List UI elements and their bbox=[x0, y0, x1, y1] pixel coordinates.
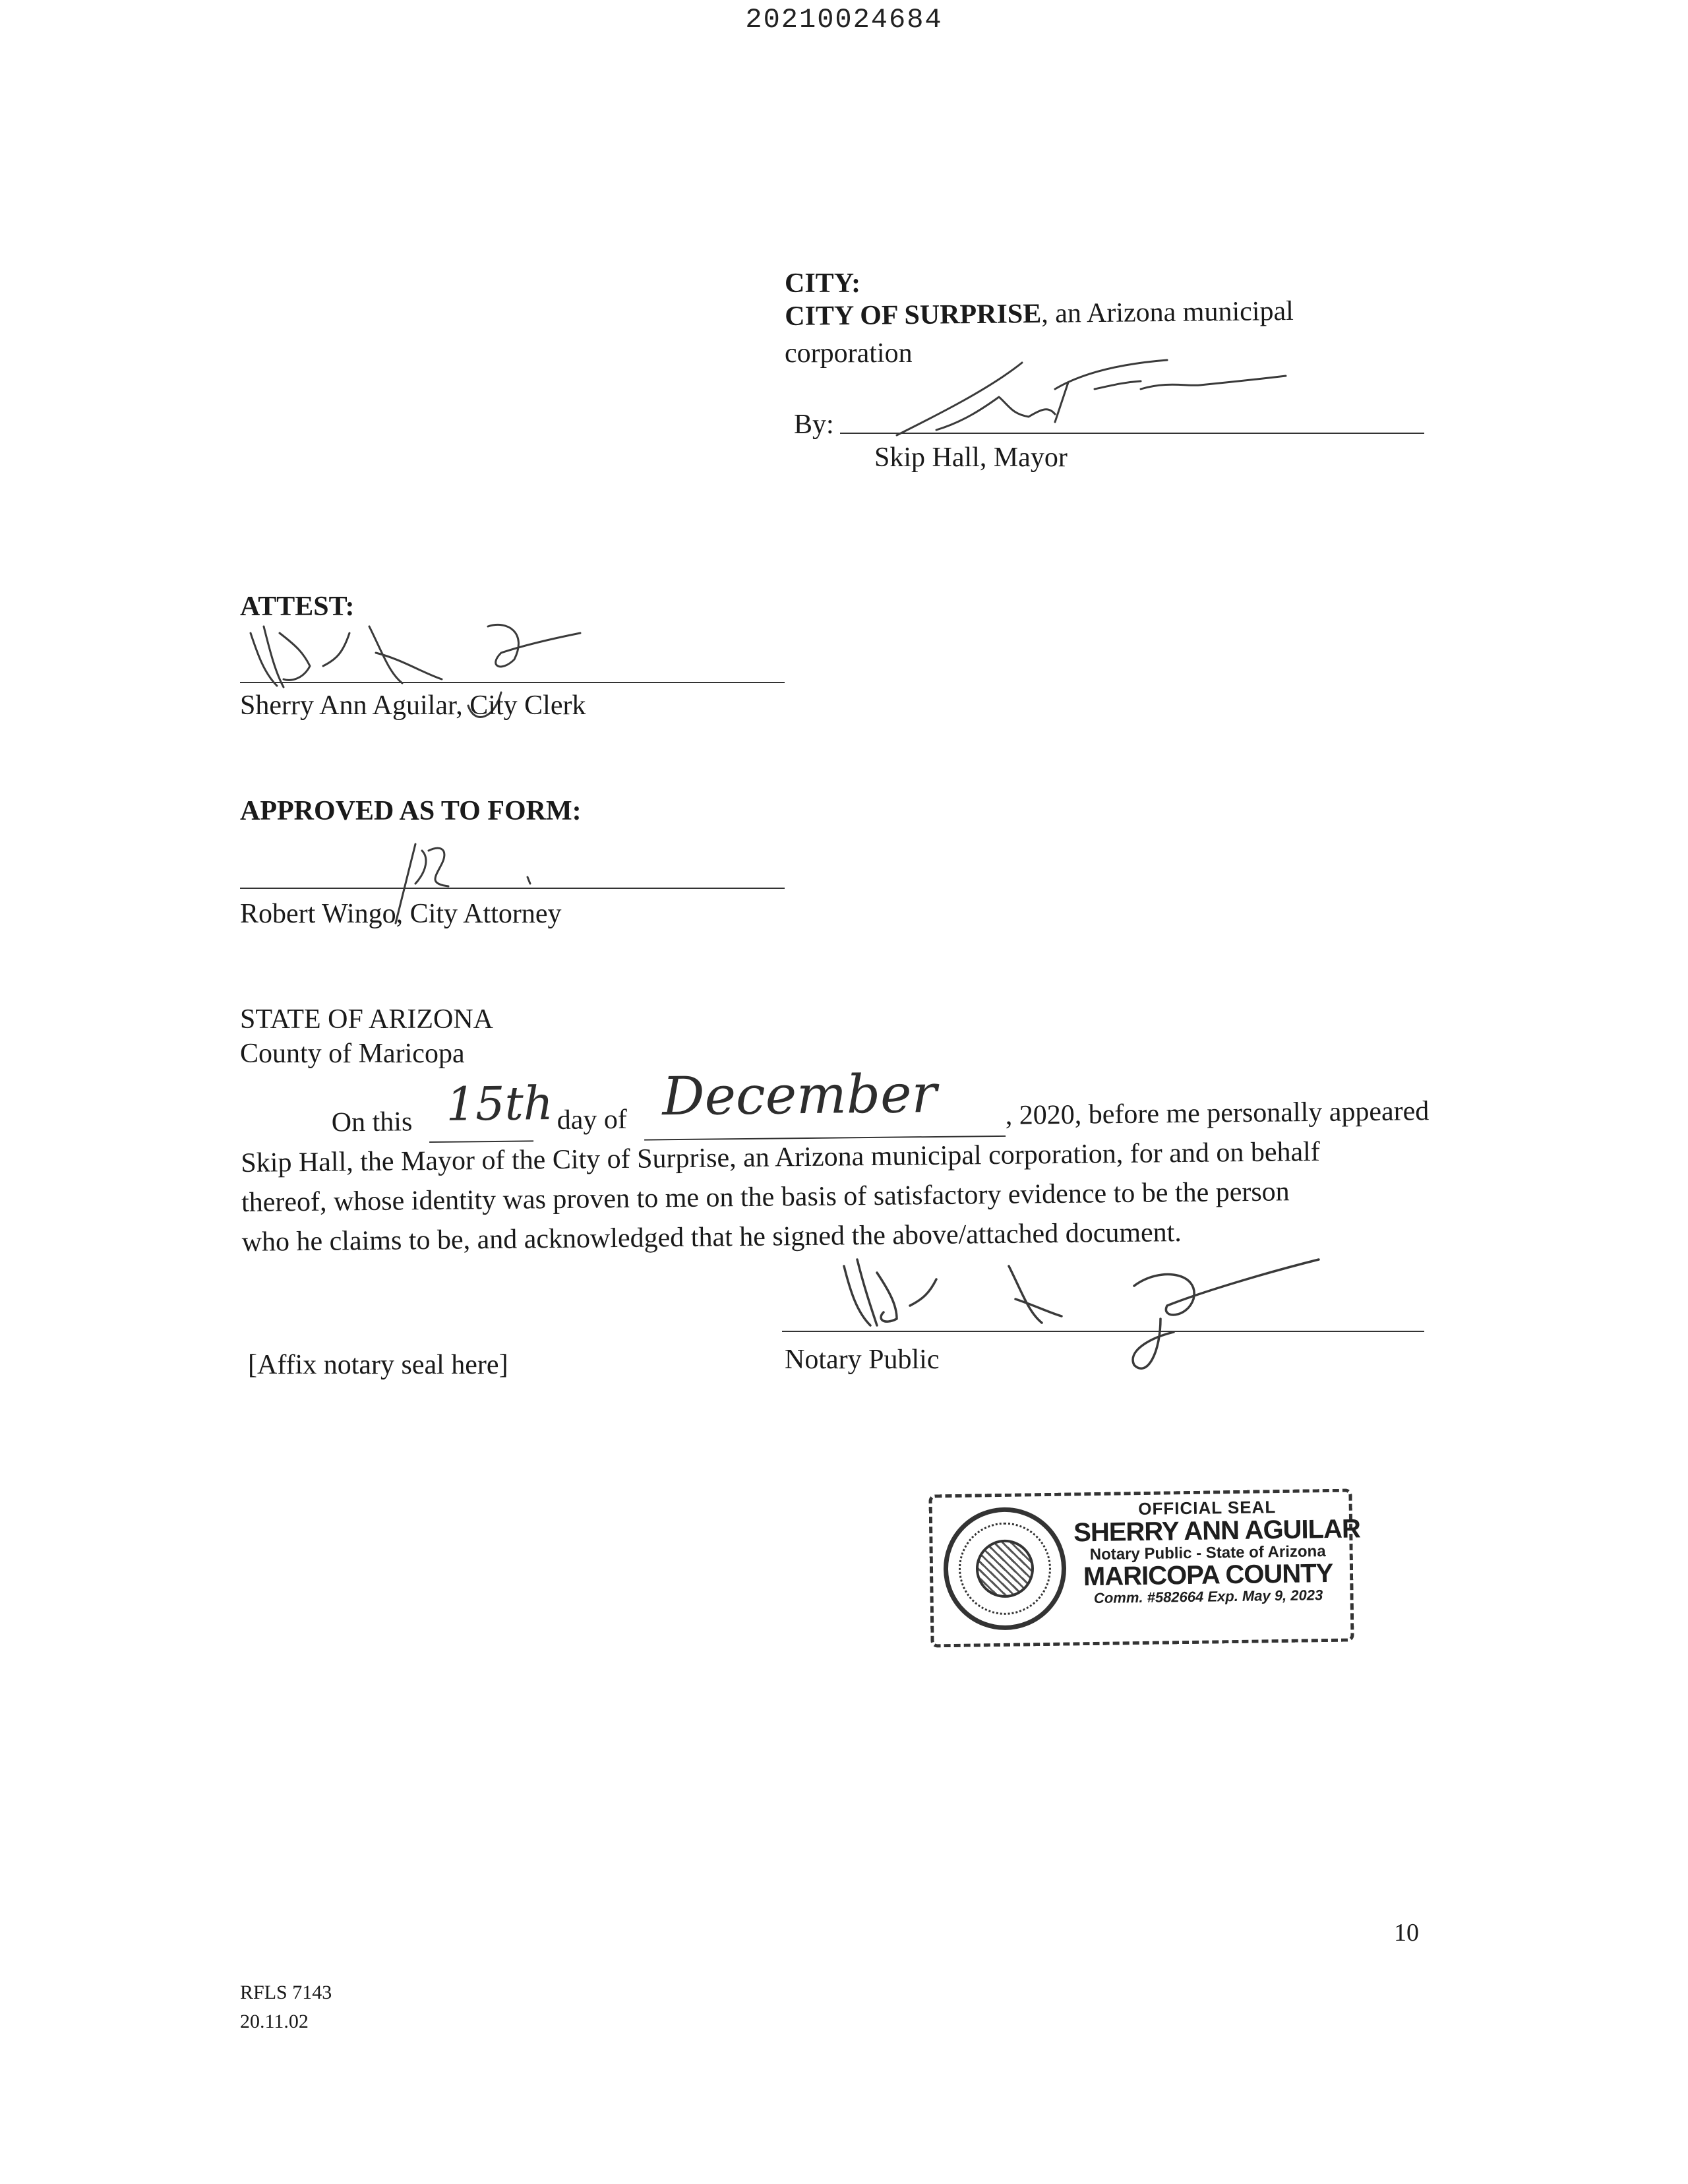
seal-text-block bbox=[1073, 1497, 1361, 1607]
footer-doc-id bbox=[240, 1978, 332, 2036]
day-handwritten: 15th bbox=[446, 1076, 554, 1132]
attest-heading: ATTEST: bbox=[240, 592, 355, 622]
city-entity-name: CITY OF SURPRISE bbox=[785, 298, 1042, 332]
ack-line-4: who he claims to be, and acknowledged that he signed the above/attached document. bbox=[241, 1217, 1182, 1258]
ack-line-1-rest: , 2020, before me personally appeared bbox=[1005, 1096, 1430, 1131]
mayor-name: Skip Hall, Mayor bbox=[874, 442, 1068, 473]
notary-acknowledgment bbox=[240, 1061, 1430, 1262]
mayor-signature bbox=[857, 343, 1319, 448]
city-entity-line bbox=[785, 294, 1294, 334]
notary-state: STATE OF ARIZONA bbox=[240, 1004, 493, 1035]
ack-line-2: Skip Hall, the Mayor of the City of Surprise, an Arizona municipal corporation, for and on behalf bbox=[241, 1136, 1321, 1178]
clerk-signature bbox=[237, 613, 607, 745]
notary-public-label: Notary Public bbox=[785, 1345, 940, 1375]
clerk-name: Sherry Ann Aguilar, City Clerk bbox=[240, 690, 586, 721]
seal-county: MARICOPA COUNTY bbox=[1083, 1559, 1333, 1592]
affix-seal-placeholder: [Affix notary seal here] bbox=[248, 1350, 508, 1380]
month-handwritten: December bbox=[661, 1062, 938, 1128]
on-this-label: On this bbox=[331, 1107, 413, 1138]
recording-number: 20210024684 bbox=[745, 4, 943, 36]
seal-official: OFFICIAL SEAL bbox=[1138, 1497, 1277, 1519]
notary-county: County of Maricopa bbox=[240, 1039, 465, 1069]
attorney-name: Robert Wingo, City Attorney bbox=[240, 899, 562, 929]
ack-line-3: thereof, whose identity was proven to me on the basis of satisfactory evidence to be the person bbox=[241, 1176, 1290, 1218]
seal-notary-public: Notary Public - State of Arizona bbox=[1089, 1542, 1326, 1564]
city-entity-desc: , an Arizona municipal bbox=[1040, 295, 1294, 329]
doc-date: 20.11.02 bbox=[240, 2010, 309, 2032]
city-heading: CITY: bbox=[785, 268, 861, 299]
seal-commission: Comm. #582664 Exp. May 9, 2023 bbox=[1093, 1587, 1323, 1607]
city-entity-desc-2: corporation bbox=[785, 338, 913, 369]
by-label: By: bbox=[794, 410, 834, 440]
notary-seal-stamp bbox=[928, 1489, 1361, 1648]
state-seal-emblem bbox=[943, 1507, 1068, 1631]
seal-name: SHERRY ANN AGUILAR bbox=[1073, 1514, 1361, 1548]
doc-id: RFLS 7143 bbox=[240, 1982, 332, 2003]
day-of-label: day of bbox=[557, 1104, 628, 1136]
approved-heading: APPROVED AS TO FORM: bbox=[240, 796, 582, 826]
page-number: 10 bbox=[1394, 1919, 1419, 1947]
